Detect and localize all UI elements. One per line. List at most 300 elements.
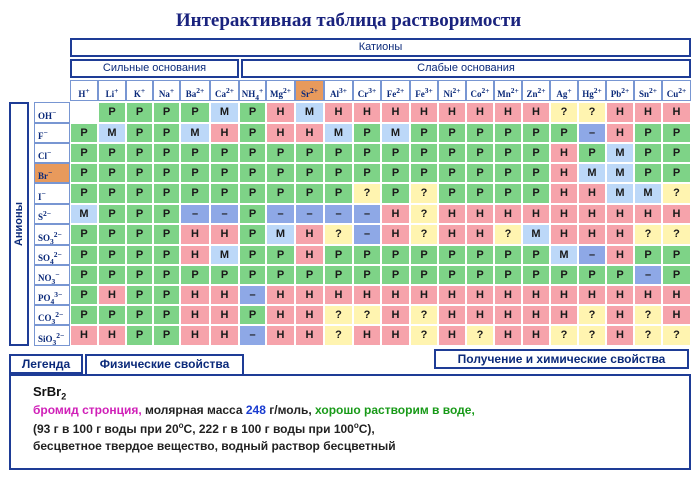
cell-r6-c10[interactable]: –: [353, 224, 381, 245]
cell-r4-c10[interactable]: ?: [353, 183, 381, 204]
cell-r3-c7[interactable]: Р: [266, 163, 295, 183]
cell-r4-c2[interactable]: Р: [126, 183, 153, 204]
cell-r7-c10[interactable]: Р: [353, 245, 381, 265]
cell-r3-c6[interactable]: Р: [239, 163, 266, 183]
cell-r7-c4[interactable]: Н: [180, 245, 210, 265]
cell-r8-c15[interactable]: Р: [494, 265, 522, 285]
cell-r0-c0[interactable]: [70, 102, 98, 123]
cell-r5-c9[interactable]: –: [324, 204, 353, 224]
cell-r6-c4[interactable]: Н: [180, 224, 210, 245]
cell-r3-c10[interactable]: Р: [353, 163, 381, 183]
cell-r10-c0[interactable]: Р: [70, 305, 98, 325]
cell-r9-c9[interactable]: Н: [324, 285, 353, 305]
cell-r3-c19[interactable]: М: [606, 163, 634, 183]
anion-header-2[interactable]: Cl−: [34, 143, 70, 163]
cell-r8-c19[interactable]: Р: [606, 265, 634, 285]
cell-r2-c7[interactable]: Р: [266, 143, 295, 163]
cell-r8-c20[interactable]: –: [634, 265, 662, 285]
cell-r3-c21[interactable]: Р: [662, 163, 691, 183]
cell-r4-c11[interactable]: Р: [381, 183, 410, 204]
cell-r6-c18[interactable]: Н: [578, 224, 606, 245]
cell-r11-c9[interactable]: ?: [324, 325, 353, 346]
anion-header-5[interactable]: $S^{2-}$: [34, 204, 70, 224]
cell-r5-c15[interactable]: Н: [494, 204, 522, 224]
cell-r2-c5[interactable]: Р: [210, 143, 239, 163]
cell-r3-c4[interactable]: Р: [180, 163, 210, 183]
cell-r2-c13[interactable]: Р: [438, 143, 466, 163]
cell-r10-c10[interactable]: ?: [353, 305, 381, 325]
cation-header-18[interactable]: $Hg^{2+}$: [578, 80, 606, 101]
cell-r10-c6[interactable]: Р: [239, 305, 266, 325]
cell-r8-c6[interactable]: Р: [239, 265, 266, 285]
cell-r9-c15[interactable]: Н: [494, 285, 522, 305]
cell-r6-c5[interactable]: Н: [210, 224, 239, 245]
cation-header-19[interactable]: $Pb^{2+}$: [606, 80, 634, 101]
cell-r10-c4[interactable]: Н: [180, 305, 210, 325]
cell-r1-c11[interactable]: М: [381, 123, 410, 143]
anion-header-8[interactable]: $NO_3^-$: [34, 265, 70, 285]
cell-r1-c21[interactable]: Р: [662, 123, 691, 143]
cation-header-1[interactable]: Li+: [98, 80, 126, 101]
cell-r4-c9[interactable]: Р: [324, 183, 353, 204]
cation-header-9[interactable]: $Al^{3+}$: [324, 80, 353, 101]
cell-r11-c13[interactable]: Н: [438, 325, 466, 346]
cell-r6-c19[interactable]: Н: [606, 224, 634, 245]
cell-r3-c17[interactable]: Н: [550, 163, 578, 183]
cell-r3-c2[interactable]: Р: [126, 163, 153, 183]
cell-r7-c12[interactable]: Р: [410, 245, 438, 265]
cation-header-20[interactable]: $Sn^{2+}$: [634, 80, 662, 101]
cell-r6-c11[interactable]: Н: [381, 224, 410, 245]
cell-r10-c8[interactable]: Н: [295, 305, 324, 325]
cell-r9-c3[interactable]: Р: [153, 285, 180, 305]
cell-r11-c17[interactable]: ?: [550, 325, 578, 346]
cell-r6-c1[interactable]: Р: [98, 224, 126, 245]
cell-r0-c16[interactable]: Н: [522, 102, 550, 123]
anion-header-4[interactable]: I−: [34, 183, 70, 204]
cell-r1-c17[interactable]: Р: [550, 123, 578, 143]
cell-r9-c20[interactable]: Н: [634, 285, 662, 305]
cell-r3-c16[interactable]: Р: [522, 163, 550, 183]
cell-r5-c5[interactable]: –: [210, 204, 239, 224]
cell-r0-c8[interactable]: М: [295, 102, 324, 123]
cell-r1-c8[interactable]: Н: [295, 123, 324, 143]
cell-r4-c8[interactable]: Р: [295, 183, 324, 204]
cell-r2-c12[interactable]: Р: [410, 143, 438, 163]
cell-r3-c5[interactable]: Р: [210, 163, 239, 183]
cell-r7-c0[interactable]: Р: [70, 245, 98, 265]
cation-header-17[interactable]: Ag+: [550, 80, 578, 101]
cell-r11-c7[interactable]: Н: [266, 325, 295, 346]
cell-r11-c18[interactable]: ?: [578, 325, 606, 346]
cell-r7-c11[interactable]: Р: [381, 245, 410, 265]
cell-r8-c16[interactable]: Р: [522, 265, 550, 285]
cell-r10-c13[interactable]: Н: [438, 305, 466, 325]
cell-r0-c12[interactable]: Н: [410, 102, 438, 123]
cell-r11-c19[interactable]: Н: [606, 325, 634, 346]
cation-header-10[interactable]: $Cr^{3+}$: [353, 80, 381, 101]
cell-r1-c20[interactable]: Р: [634, 123, 662, 143]
tab-legend[interactable]: Легенда: [9, 354, 83, 374]
cell-r7-c5[interactable]: М: [210, 245, 239, 265]
anion-header-0[interactable]: OH−: [34, 102, 70, 123]
cell-r1-c2[interactable]: Р: [126, 123, 153, 143]
cell-r6-c3[interactable]: Р: [153, 224, 180, 245]
cell-r11-c20[interactable]: ?: [634, 325, 662, 346]
cation-header-14[interactable]: $Co^{2+}$: [466, 80, 494, 101]
cell-r3-c9[interactable]: Р: [324, 163, 353, 183]
cell-r7-c21[interactable]: Р: [662, 245, 691, 265]
cell-r0-c5[interactable]: М: [210, 102, 239, 123]
cell-r1-c10[interactable]: Р: [353, 123, 381, 143]
cell-r2-c9[interactable]: Р: [324, 143, 353, 163]
anion-header-10[interactable]: $CO_3^{2-}$: [34, 305, 70, 325]
cell-r4-c14[interactable]: Р: [466, 183, 494, 204]
cell-r6-c16[interactable]: М: [522, 224, 550, 245]
cell-r7-c15[interactable]: Р: [494, 245, 522, 265]
cell-r6-c17[interactable]: Н: [550, 224, 578, 245]
cell-r11-c6[interactable]: –: [239, 325, 266, 346]
cell-r2-c2[interactable]: Р: [126, 143, 153, 163]
anion-header-11[interactable]: SiO$_3^{2-}$: [34, 325, 70, 346]
cell-r2-c8[interactable]: Р: [295, 143, 324, 163]
cell-r11-c5[interactable]: Н: [210, 325, 239, 346]
cell-r8-c18[interactable]: Р: [578, 265, 606, 285]
cell-r9-c2[interactable]: Р: [126, 285, 153, 305]
cell-r2-c3[interactable]: Р: [153, 143, 180, 163]
cell-r11-c10[interactable]: Н: [353, 325, 381, 346]
cell-r10-c18[interactable]: ?: [578, 305, 606, 325]
cell-r5-c8[interactable]: –: [295, 204, 324, 224]
cell-r8-c21[interactable]: Р: [662, 265, 691, 285]
cell-r5-c13[interactable]: Н: [438, 204, 466, 224]
cell-r5-c18[interactable]: Н: [578, 204, 606, 224]
cell-r4-c17[interactable]: Н: [550, 183, 578, 204]
cell-r8-c10[interactable]: Р: [353, 265, 381, 285]
cell-r3-c18[interactable]: М: [578, 163, 606, 183]
cell-r6-c0[interactable]: Р: [70, 224, 98, 245]
cell-r5-c14[interactable]: Н: [466, 204, 494, 224]
cell-r4-c16[interactable]: Р: [522, 183, 550, 204]
cell-r11-c12[interactable]: ?: [410, 325, 438, 346]
cell-r8-c7[interactable]: Р: [266, 265, 295, 285]
cell-r6-c7[interactable]: М: [266, 224, 295, 245]
cell-r0-c13[interactable]: Н: [438, 102, 466, 123]
cell-r8-c12[interactable]: Р: [410, 265, 438, 285]
cell-r8-c8[interactable]: Р: [295, 265, 324, 285]
cell-r10-c21[interactable]: Н: [662, 305, 691, 325]
cell-r9-c8[interactable]: Н: [295, 285, 324, 305]
cell-r3-c0[interactable]: Р: [70, 163, 98, 183]
tab-physical-properties[interactable]: Физические свойства: [85, 354, 244, 376]
cation-header-3[interactable]: Na+: [153, 80, 180, 101]
cell-r4-c7[interactable]: Р: [266, 183, 295, 204]
cell-r0-c2[interactable]: Р: [126, 102, 153, 123]
cell-r10-c1[interactable]: Р: [98, 305, 126, 325]
cation-header-4[interactable]: $Ba^{2+}$: [180, 80, 210, 101]
cell-r10-c11[interactable]: Н: [381, 305, 410, 325]
cell-r1-c3[interactable]: Р: [153, 123, 180, 143]
cell-r5-c16[interactable]: Н: [522, 204, 550, 224]
cell-r10-c20[interactable]: ?: [634, 305, 662, 325]
cell-r6-c13[interactable]: Н: [438, 224, 466, 245]
cell-r7-c14[interactable]: Р: [466, 245, 494, 265]
cell-r2-c19[interactable]: М: [606, 143, 634, 163]
cell-r8-c5[interactable]: Р: [210, 265, 239, 285]
cell-r9-c4[interactable]: Н: [180, 285, 210, 305]
cell-r10-c19[interactable]: Н: [606, 305, 634, 325]
cell-r1-c0[interactable]: Р: [70, 123, 98, 143]
cell-r6-c2[interactable]: Р: [126, 224, 153, 245]
cell-r10-c5[interactable]: Н: [210, 305, 239, 325]
cell-r7-c16[interactable]: Р: [522, 245, 550, 265]
cell-r7-c18[interactable]: –: [578, 245, 606, 265]
cell-r1-c14[interactable]: Р: [466, 123, 494, 143]
cell-r11-c16[interactable]: Н: [522, 325, 550, 346]
cell-r4-c18[interactable]: Н: [578, 183, 606, 204]
cation-header-7[interactable]: $Mg^{2+}$: [266, 80, 295, 101]
cell-r7-c7[interactable]: Р: [266, 245, 295, 265]
cell-r11-c14[interactable]: ?: [466, 325, 494, 346]
cell-r10-c9[interactable]: ?: [324, 305, 353, 325]
cell-r5-c7[interactable]: –: [266, 204, 295, 224]
cell-r3-c20[interactable]: Р: [634, 163, 662, 183]
cell-r7-c8[interactable]: Н: [295, 245, 324, 265]
cell-r4-c4[interactable]: Р: [180, 183, 210, 204]
cell-r8-c17[interactable]: Р: [550, 265, 578, 285]
cell-r6-c9[interactable]: ?: [324, 224, 353, 245]
cell-r5-c17[interactable]: Н: [550, 204, 578, 224]
cell-r10-c15[interactable]: Н: [494, 305, 522, 325]
cell-r1-c18[interactable]: –: [578, 123, 606, 143]
cell-r10-c12[interactable]: ?: [410, 305, 438, 325]
cell-r2-c20[interactable]: Р: [634, 143, 662, 163]
cell-r6-c20[interactable]: ?: [634, 224, 662, 245]
cation-header-6[interactable]: $NH_4^+$: [239, 80, 266, 101]
cell-r9-c16[interactable]: Н: [522, 285, 550, 305]
cell-r6-c8[interactable]: Н: [295, 224, 324, 245]
cell-r11-c21[interactable]: ?: [662, 325, 691, 346]
cell-r5-c20[interactable]: Н: [634, 204, 662, 224]
cell-r1-c9[interactable]: М: [324, 123, 353, 143]
cell-r5-c0[interactable]: М: [70, 204, 98, 224]
cell-r0-c14[interactable]: Н: [466, 102, 494, 123]
cell-r5-c21[interactable]: Н: [662, 204, 691, 224]
cation-header-15[interactable]: $Mn^{2+}$: [494, 80, 522, 101]
cell-r10-c14[interactable]: Н: [466, 305, 494, 325]
cell-r0-c1[interactable]: Р: [98, 102, 126, 123]
cell-r4-c21[interactable]: ?: [662, 183, 691, 204]
cell-r7-c19[interactable]: Н: [606, 245, 634, 265]
cell-r9-c5[interactable]: Н: [210, 285, 239, 305]
cell-r9-c0[interactable]: Р: [70, 285, 98, 305]
cell-r0-c20[interactable]: Н: [634, 102, 662, 123]
cell-r4-c0[interactable]: Р: [70, 183, 98, 204]
cell-r2-c1[interactable]: Р: [98, 143, 126, 163]
cell-r9-c19[interactable]: Н: [606, 285, 634, 305]
cell-r3-c14[interactable]: Р: [466, 163, 494, 183]
cell-r1-c1[interactable]: М: [98, 123, 126, 143]
anion-header-1[interactable]: F−: [34, 123, 70, 143]
cell-r2-c18[interactable]: Р: [578, 143, 606, 163]
cell-r0-c18[interactable]: ?: [578, 102, 606, 123]
cell-r1-c12[interactable]: Р: [410, 123, 438, 143]
cell-r10-c3[interactable]: Р: [153, 305, 180, 325]
cell-r0-c10[interactable]: Н: [353, 102, 381, 123]
cell-r4-c1[interactable]: Р: [98, 183, 126, 204]
cell-r11-c15[interactable]: Н: [494, 325, 522, 346]
cell-r10-c7[interactable]: Н: [266, 305, 295, 325]
cell-r3-c11[interactable]: Р: [381, 163, 410, 183]
cell-r9-c14[interactable]: Н: [466, 285, 494, 305]
cell-r5-c19[interactable]: Н: [606, 204, 634, 224]
cell-r8-c14[interactable]: Р: [466, 265, 494, 285]
cell-r6-c6[interactable]: Р: [239, 224, 266, 245]
cell-r11-c0[interactable]: Н: [70, 325, 98, 346]
cell-r5-c4[interactable]: –: [180, 204, 210, 224]
cell-r7-c20[interactable]: Р: [634, 245, 662, 265]
cell-r0-c3[interactable]: Р: [153, 102, 180, 123]
cation-header-21[interactable]: $Cu^{2+}$: [662, 80, 691, 101]
cell-r5-c10[interactable]: –: [353, 204, 381, 224]
cell-r9-c1[interactable]: Н: [98, 285, 126, 305]
cell-r7-c6[interactable]: Р: [239, 245, 266, 265]
cell-r11-c3[interactable]: Р: [153, 325, 180, 346]
cell-r2-c11[interactable]: Р: [381, 143, 410, 163]
cell-r10-c2[interactable]: Р: [126, 305, 153, 325]
cell-r5-c6[interactable]: Р: [239, 204, 266, 224]
cell-r4-c5[interactable]: Р: [210, 183, 239, 204]
cell-r2-c17[interactable]: Н: [550, 143, 578, 163]
cell-r3-c3[interactable]: Р: [153, 163, 180, 183]
cell-r9-c18[interactable]: Н: [578, 285, 606, 305]
cell-r7-c9[interactable]: Р: [324, 245, 353, 265]
cell-r8-c0[interactable]: Р: [70, 265, 98, 285]
cation-header-8[interactable]: $Sr^{2+}$: [295, 80, 324, 101]
cell-r1-c4[interactable]: М: [180, 123, 210, 143]
cell-r2-c14[interactable]: Р: [466, 143, 494, 163]
cell-r11-c8[interactable]: Н: [295, 325, 324, 346]
cell-r7-c13[interactable]: Р: [438, 245, 466, 265]
cell-r4-c12[interactable]: ?: [410, 183, 438, 204]
cell-r5-c2[interactable]: Р: [126, 204, 153, 224]
cell-r4-c3[interactable]: Р: [153, 183, 180, 204]
cell-r5-c11[interactable]: Н: [381, 204, 410, 224]
cell-r1-c5[interactable]: Н: [210, 123, 239, 143]
cell-r6-c14[interactable]: Н: [466, 224, 494, 245]
cell-r8-c2[interactable]: Р: [126, 265, 153, 285]
cell-r4-c20[interactable]: М: [634, 183, 662, 204]
cell-r9-c12[interactable]: Н: [410, 285, 438, 305]
anion-header-3[interactable]: Br−: [34, 163, 70, 183]
cell-r8-c11[interactable]: Р: [381, 265, 410, 285]
cell-r9-c21[interactable]: Н: [662, 285, 691, 305]
cell-r3-c15[interactable]: Р: [494, 163, 522, 183]
cell-r0-c6[interactable]: Р: [239, 102, 266, 123]
cell-r0-c19[interactable]: Н: [606, 102, 634, 123]
cell-r3-c1[interactable]: Р: [98, 163, 126, 183]
cell-r2-c6[interactable]: Р: [239, 143, 266, 163]
cell-r9-c7[interactable]: Н: [266, 285, 295, 305]
cell-r1-c7[interactable]: Н: [266, 123, 295, 143]
cell-r1-c15[interactable]: Р: [494, 123, 522, 143]
cell-r6-c21[interactable]: ?: [662, 224, 691, 245]
cell-r1-c13[interactable]: Р: [438, 123, 466, 143]
cell-r0-c9[interactable]: Н: [324, 102, 353, 123]
cell-r10-c17[interactable]: Н: [550, 305, 578, 325]
cell-r8-c3[interactable]: Р: [153, 265, 180, 285]
cell-r4-c19[interactable]: М: [606, 183, 634, 204]
cell-r2-c4[interactable]: Р: [180, 143, 210, 163]
cell-r6-c15[interactable]: ?: [494, 224, 522, 245]
cell-r2-c15[interactable]: Р: [494, 143, 522, 163]
cell-r2-c21[interactable]: Р: [662, 143, 691, 163]
cell-r6-c12[interactable]: ?: [410, 224, 438, 245]
cell-r9-c11[interactable]: Н: [381, 285, 410, 305]
cation-header-16[interactable]: $Zn^{2+}$: [522, 80, 550, 101]
anion-header-9[interactable]: $PO_4^{3-}$: [34, 285, 70, 305]
cell-r9-c6[interactable]: –: [239, 285, 266, 305]
cell-r11-c2[interactable]: Р: [126, 325, 153, 346]
cell-r9-c13[interactable]: Н: [438, 285, 466, 305]
cell-r9-c10[interactable]: Н: [353, 285, 381, 305]
cell-r3-c8[interactable]: Р: [295, 163, 324, 183]
cell-r4-c6[interactable]: Р: [239, 183, 266, 204]
cation-header-2[interactable]: K+: [126, 80, 153, 101]
cell-r8-c9[interactable]: Р: [324, 265, 353, 285]
cation-header-11[interactable]: $Fe^{2+}$: [381, 80, 410, 101]
cell-r8-c4[interactable]: Р: [180, 265, 210, 285]
cell-r2-c16[interactable]: Р: [522, 143, 550, 163]
cell-r9-c17[interactable]: Н: [550, 285, 578, 305]
tab-chemical-properties[interactable]: Получение и химические свойства: [434, 349, 689, 369]
cell-r8-c1[interactable]: Р: [98, 265, 126, 285]
cell-r4-c13[interactable]: Р: [438, 183, 466, 204]
cell-r5-c1[interactable]: Р: [98, 204, 126, 224]
cell-r3-c13[interactable]: Р: [438, 163, 466, 183]
cell-r5-c3[interactable]: Р: [153, 204, 180, 224]
cell-r0-c17[interactable]: ?: [550, 102, 578, 123]
cell-r7-c3[interactable]: Р: [153, 245, 180, 265]
cell-r7-c2[interactable]: Р: [126, 245, 153, 265]
cell-r7-c17[interactable]: М: [550, 245, 578, 265]
cell-r0-c15[interactable]: Н: [494, 102, 522, 123]
cell-r1-c19[interactable]: Н: [606, 123, 634, 143]
cation-header-0[interactable]: H+: [70, 80, 98, 101]
cell-r2-c10[interactable]: Р: [353, 143, 381, 163]
cation-header-5[interactable]: $Ca^{2+}$: [210, 80, 239, 101]
anion-header-7[interactable]: $SO_4^{2-}$: [34, 245, 70, 265]
cell-r10-c16[interactable]: Н: [522, 305, 550, 325]
cell-r0-c11[interactable]: Н: [381, 102, 410, 123]
cell-r8-c13[interactable]: Р: [438, 265, 466, 285]
anion-header-6[interactable]: $SO_3^{2-}$: [34, 224, 70, 245]
cation-header-13[interactable]: $Ni^{2+}$: [438, 80, 466, 101]
cell-r11-c4[interactable]: Н: [180, 325, 210, 346]
cell-r3-c12[interactable]: Р: [410, 163, 438, 183]
cell-r0-c21[interactable]: Н: [662, 102, 691, 123]
cell-r11-c11[interactable]: Н: [381, 325, 410, 346]
cell-r2-c0[interactable]: Р: [70, 143, 98, 163]
cell-r7-c1[interactable]: Р: [98, 245, 126, 265]
cell-r11-c1[interactable]: Н: [98, 325, 126, 346]
cell-r0-c4[interactable]: Р: [180, 102, 210, 123]
cation-header-12[interactable]: $Fe^{3+}$: [410, 80, 438, 101]
cell-r0-c7[interactable]: Н: [266, 102, 295, 123]
cell-r1-c16[interactable]: Р: [522, 123, 550, 143]
cell-r4-c15[interactable]: Р: [494, 183, 522, 204]
cell-r5-c12[interactable]: ?: [410, 204, 438, 224]
